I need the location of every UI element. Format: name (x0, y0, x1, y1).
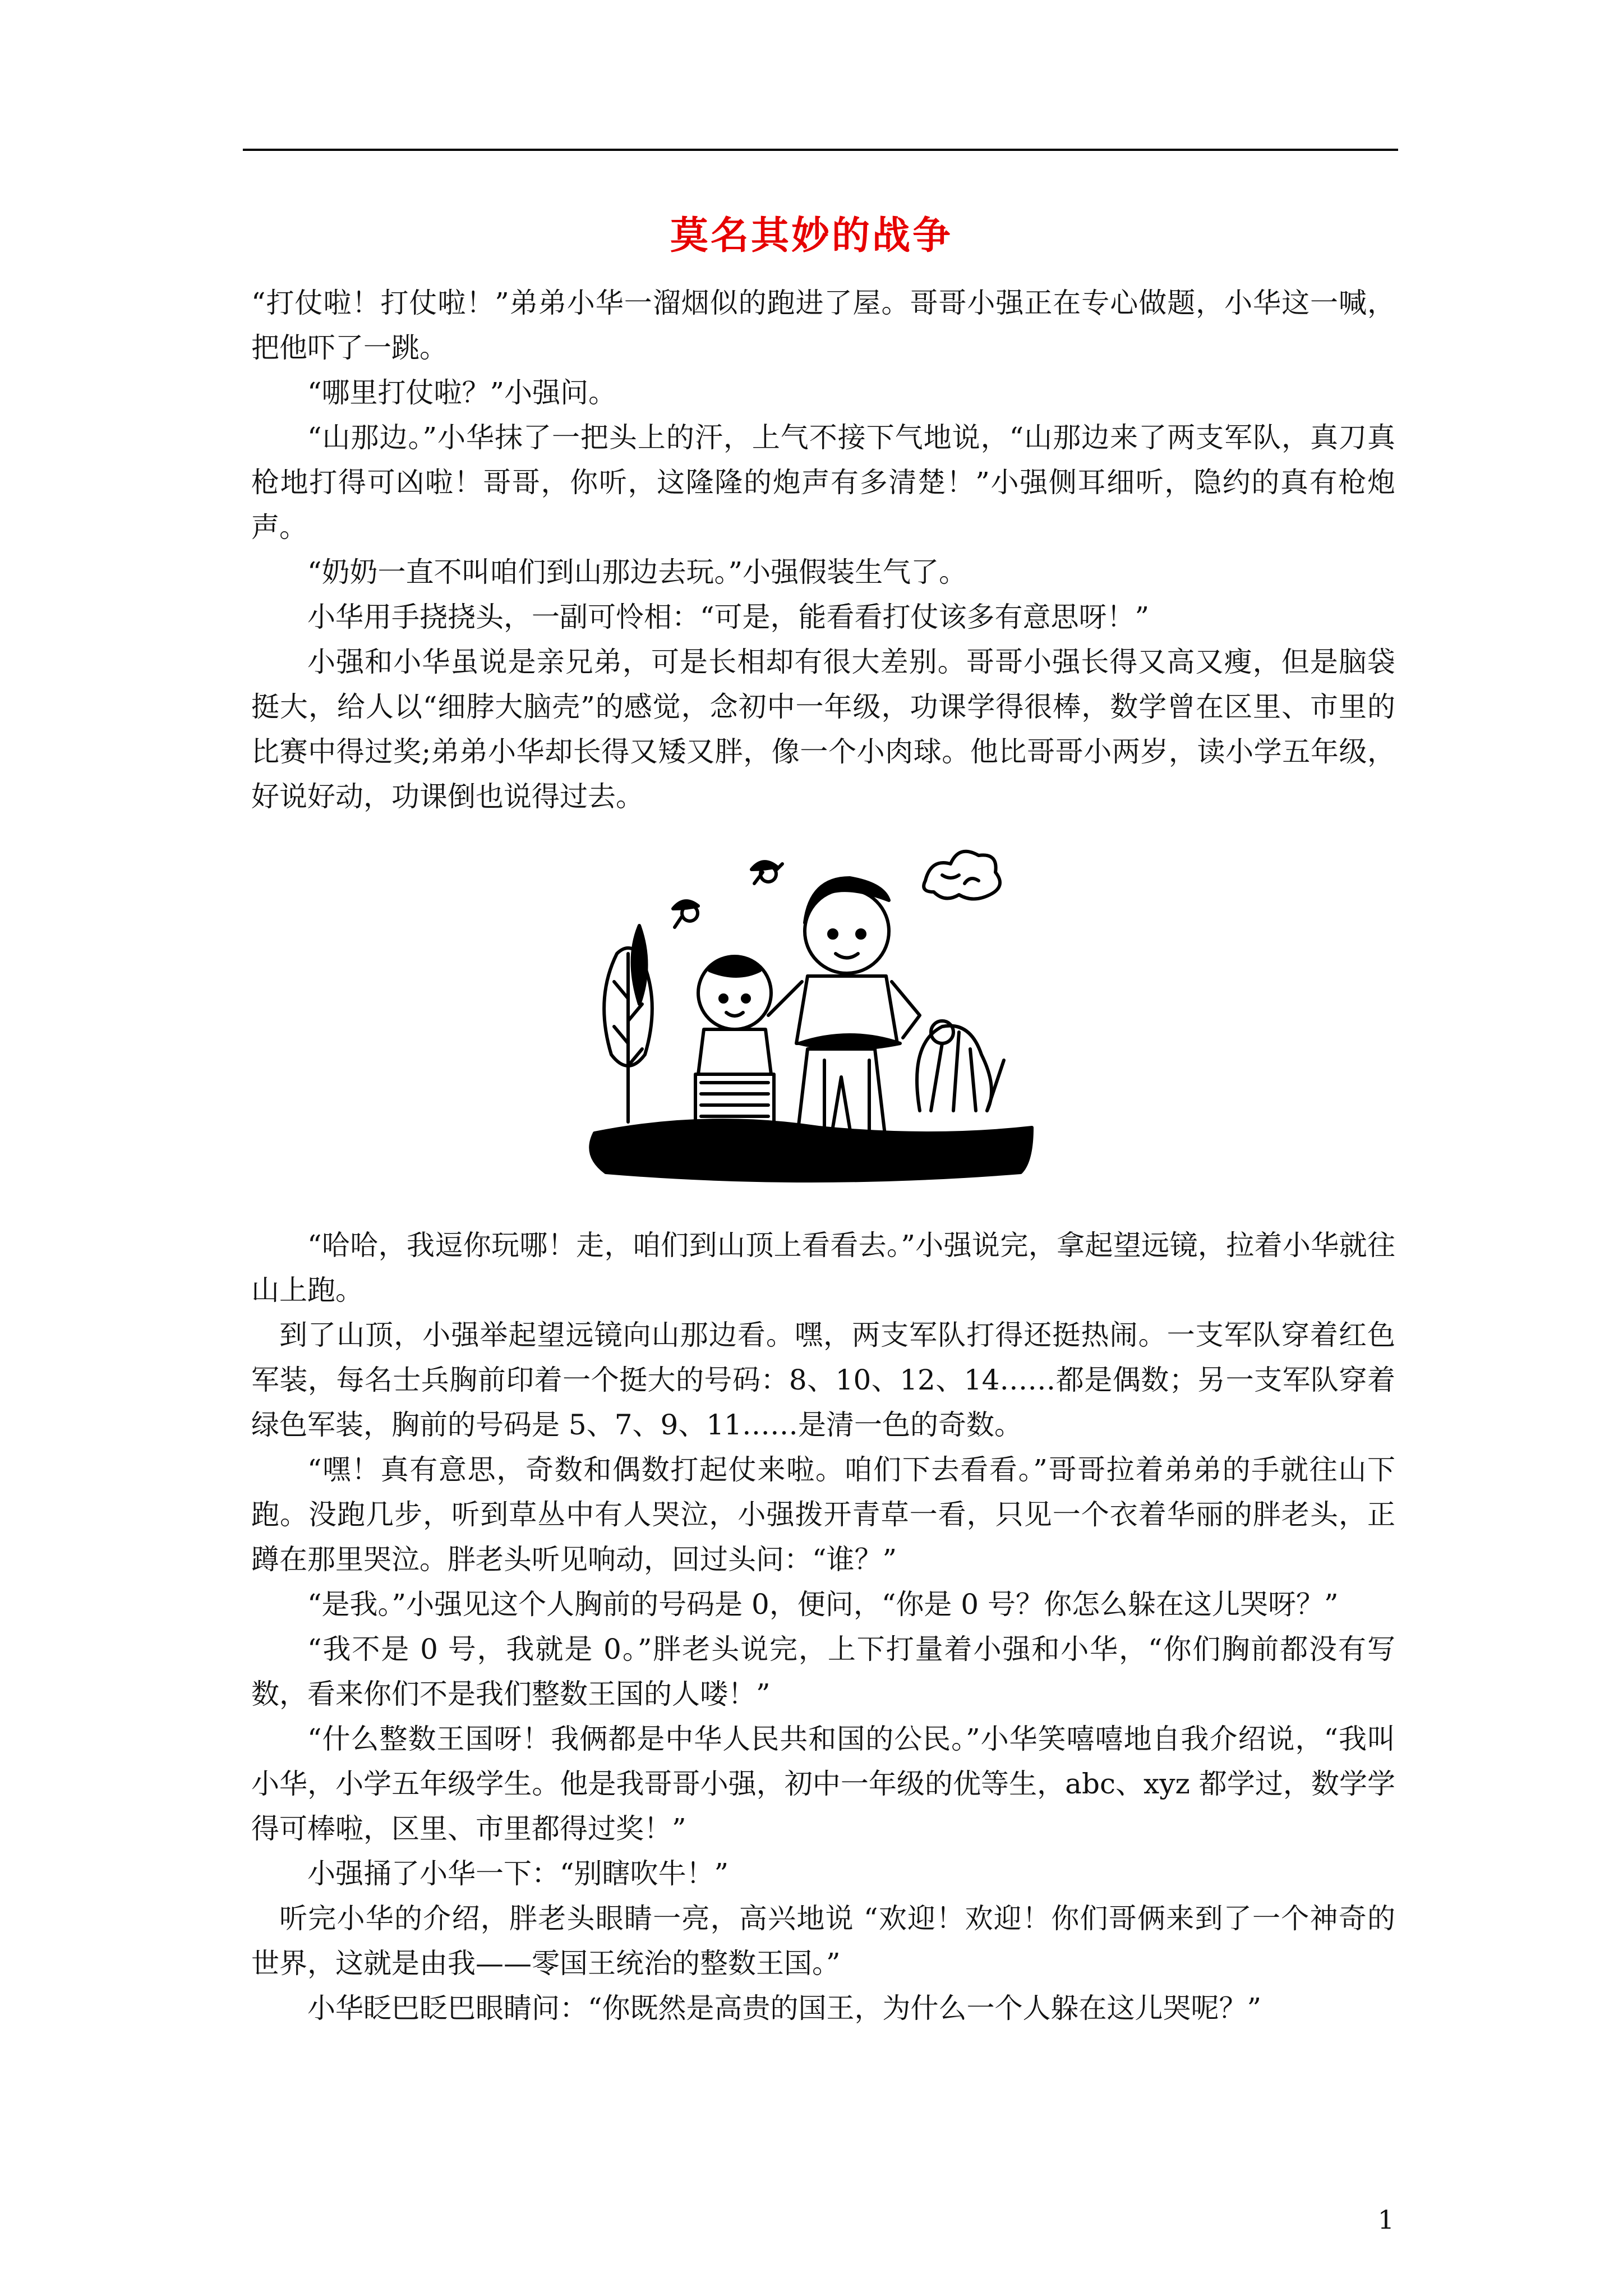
paragraph: “打仗啦！打仗啦！”弟弟小华一溜烟似的跑进了屋。哥哥小强正在专心做题，小华这一喊，把他吓了一跳。 (251, 287, 1395, 364)
paragraph: “我不是 0 号，我就是 0。”胖老头说完，上下打量着小强和小华，“你们胸前都没有写数，看来你们不是我们整数王国的人喽！” (251, 1633, 1395, 1710)
paragraph: 小强捅了小华一下：“别瞎吹牛！” (307, 1857, 729, 1890)
paragraph: “哈哈，我逗你玩哪！走，咱们到山顶上看看去。”小强说完，拿起望远镜，拉着小华就往山上跑。 (251, 1229, 1395, 1306)
paragraph: “是我。”小强见这个人胸前的号码是 0，便问，“你是 0 号？你怎么躲在这儿哭呀？” (307, 1588, 1339, 1621)
paragraph: “哪里打仗啦？”小强问。 (307, 376, 617, 409)
paragraph: 小强和小华虽说是亲兄弟，可是长相却有很大差别。哥哥小强长得又高又瘦，但是脑袋挺大，给人以“细脖大脑壳”的感觉，念初中一年级，功课学得很棒，数学曾在区里、市里的比赛中得过奖;弟弟小华却长得又矮又胖，像一个小肉球。他比哥哥小两岁，读小学五年级，好说好动，功课倒也说得过去。 (251, 646, 1395, 813)
header-rule (243, 149, 1398, 151)
story-text-bottom (251, 1223, 1395, 2031)
paragraph: 到了山顶，小强举起望远镜向山那边看。嘿，两支军队打得还挺热闹。一支军队穿着红色军装，每名士兵胸前印着一个挺大的号码：8、10、12、14……都是偶数；另一支军队穿着绿色军装，胸前的号码是 5、7、9、11……是清一色的奇数。 (251, 1319, 1395, 1441)
paragraph: “嘿！真有意思，奇数和偶数打起仗来啦。咱们下去看看。”哥哥拉着弟弟的手就往山下跑。没跑几步，听到草丛中有人哭泣，小强拨开青草一看，只见一个衣着华丽的胖老头，正蹲在那里哭泣。胖老头听见响动，回过头问：“谁？” (251, 1453, 1395, 1576)
story-text-top (251, 280, 1395, 819)
paragraph: 听完小华的介绍，胖老头眼睛一亮，高兴地说 “欢迎！欢迎！你们哥俩来到了一个神奇的世界，这就是由我——零国王统治的整数王国。” (251, 1902, 1395, 1980)
paragraph: 小华用手挠挠头，一副可怜相：“可是，能看看打仗该多有意思呀！” (307, 601, 1150, 633)
paragraph: 小华眨巴眨巴眼睛问：“你既然是高贵的国王，为什么一个人躲在这儿哭呢？” (307, 1992, 1262, 2024)
page-number: 1 (1377, 2205, 1394, 2235)
page-title: 莫名其妙的战争 (670, 213, 953, 258)
paragraph: “奶奶一直不叫咱们到山那边去玩。”小强假装生气了。 (307, 556, 967, 588)
paragraph: “什么整数王国呀！我俩都是中华人民共和国的公民。”小华笑嘻嘻地自我介绍说，“我叫小华，小学五年级学生。他是我哥哥小强，初中一年级的优等生，abc、xyz 都学过，数学学得可棒啦，区里、市里都得过奖！” (251, 1723, 1395, 1845)
paragraph: “山那边。”小华抹了一把头上的汗，上气不接下气地说，“山那边来了两支军队，真刀真枪地打得可凶啦！哥哥，你听，这隆隆的炮声有多清楚！”小强侧耳细听，隐约的真有枪炮声。 (251, 421, 1395, 544)
two-boys-cartoon-illustration (583, 830, 1043, 1200)
